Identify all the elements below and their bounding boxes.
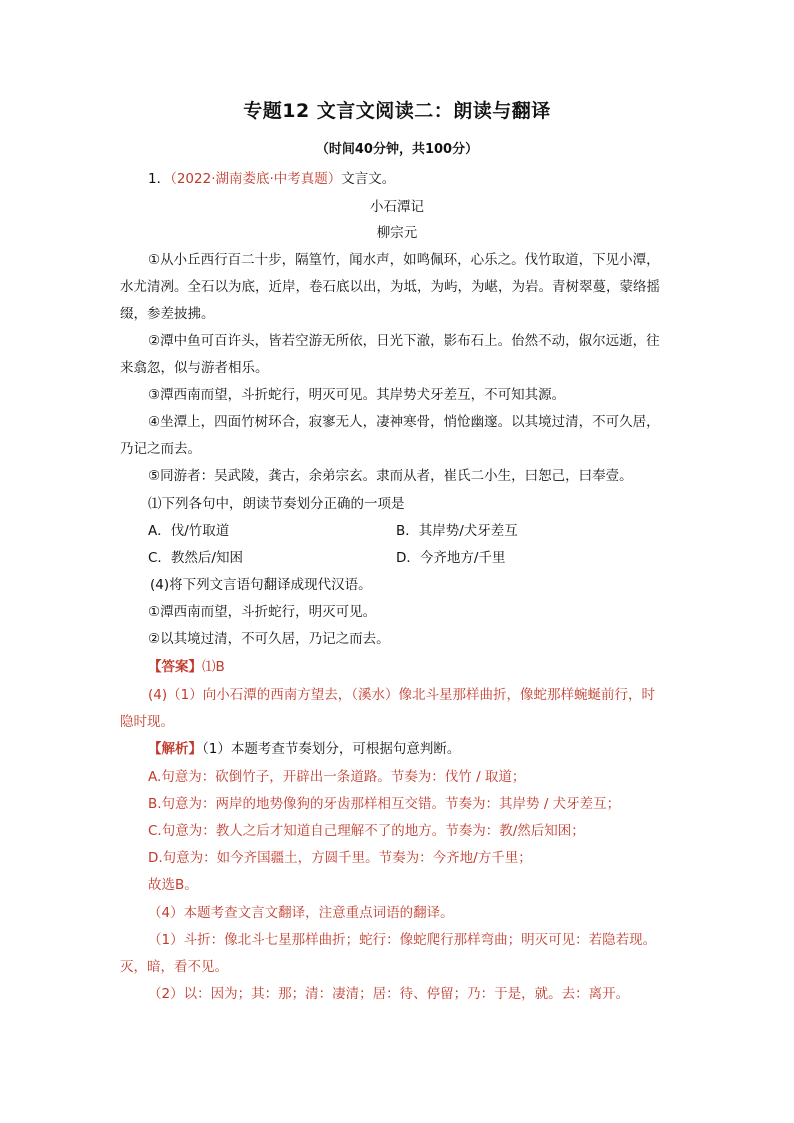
passage-paragraph-2-line-1: ②潭中鱼可百许头，皆若空游无所依，日光下澈，影布石上。佁然不动，俶尔远逝，往 — [148, 333, 660, 349]
passage-paragraph-4-line-1: ④坐潭上，四面竹树环合，寂寥无人，凄神寒骨，悄怆幽邃。以其境过清，不可久居， — [148, 414, 660, 430]
analysis-4-intro: （4）本题考查文言文翻译，注意重点词语的翻译。 — [148, 905, 454, 921]
analysis-option-b: B.句意为：两岸的地势像狗的牙齿那样相互交错。节奏为：其岸势 / 犬牙差互； — [148, 796, 621, 812]
answer-4-line-1: (4)（1）向小石潭的西南方望去，（溪水）像北斗星那样曲折，像蛇那样蜿蜒前行，时 — [148, 687, 655, 703]
question-type: 文言文。 — [341, 171, 396, 187]
option-d: D．今齐地方/千里 — [396, 550, 506, 566]
option-c: C．教然后/知困 — [148, 550, 243, 566]
page-title: 专题12 文言文阅读二：朗读与翻译 — [243, 100, 551, 122]
analysis-label: 【解析】 — [148, 741, 202, 757]
option-b: B．其岸势/犬牙差互 — [396, 523, 518, 539]
passage-paragraph-1-line-1: ①从小丘西行百二十步，隔篁竹，闻水声，如鸣佩环，心乐之。伐竹取道，下见小潭， — [148, 252, 660, 268]
translation-sentence-1: ①潭西南而望，斗折蛇行，明灭可见。 — [148, 604, 377, 620]
analysis-4-translation-2: （2）以：因为；其：那；清：凄清；居：待、停留；乃：于是，就。去：离开。 — [148, 986, 630, 1002]
answer-label: 【答案】 — [148, 659, 202, 675]
analysis-4-translation-1-line-2: 灭，暗，看不见。 — [120, 959, 228, 975]
passage-paragraph-2-line-2: 来翕忽，似与游者相乐。 — [120, 360, 269, 376]
sub-question-4: (4)将下列文言语句翻译成现代汉语。 — [150, 577, 372, 593]
passage-paragraph-5: ⑤同游者：吴武陵，龚古，余弟宗玄。隶而从者，崔氏二小生，曰恕己，曰奉壹。 — [148, 468, 633, 484]
page-subtitle: （时间40分钟，共100分） — [315, 142, 479, 157]
passage-paragraph-3: ③潭西南而望，斗折蛇行，明灭可见。其岸势犬牙差互，不可知其源。 — [148, 387, 566, 403]
analysis-option-d: D.句意为：如今齐国疆土，方圆千里。节奏为：今齐地/方千里； — [148, 850, 532, 866]
option-a: A．伐/竹取道 — [148, 523, 230, 539]
analysis-intro: （1）本题考查节奏划分，可根据句意判断。 — [202, 741, 461, 757]
analysis-option-c: C.句意为：教人之后才知道自己理解不了的地方。节奏为：教/然后知困； — [148, 823, 585, 839]
passage-paragraph-4-line-2: 乃记之而去。 — [120, 441, 201, 457]
passage-author: 柳宗元 — [376, 225, 418, 241]
passage-title: 小石潭记 — [370, 199, 424, 215]
answer-1: ⑴B — [202, 659, 225, 675]
passage-paragraph-1-line-2: 水尤清冽。全石以为底，近岸，卷石底以出，为坻，为屿，为嵁，为岩。青树翠蔓，蒙络摇 — [120, 279, 660, 295]
analysis-line — [148, 740, 460, 758]
passage-paragraph-1-line-3: 缀，参差披拂。 — [120, 306, 215, 322]
question-header — [148, 170, 395, 188]
answer-line — [148, 658, 225, 676]
analysis-choice: 故选B。 — [148, 877, 198, 893]
answer-4-line-2: 隐时现。 — [120, 714, 174, 730]
analysis-4-translation-1-line-1: （1）斗折：像北斗七星那样曲折；蛇行：像蛇爬行那样弯曲；明灭可见：若隐若现。 — [148, 932, 657, 948]
question-number: 1． — [148, 171, 171, 187]
sub-question-1: ⑴下列各句中，朗读节奏划分正确的一项是 — [148, 496, 405, 512]
translation-sentence-2: ②以其境过清，不可久居，乃记之而去。 — [148, 631, 390, 647]
question-source: （2022·湖南娄底·中考真题） — [170, 171, 342, 187]
analysis-option-a: A.句意为：砍倒竹子，开辟出一条道路。节奏为：伐竹 / 取道； — [148, 769, 526, 785]
